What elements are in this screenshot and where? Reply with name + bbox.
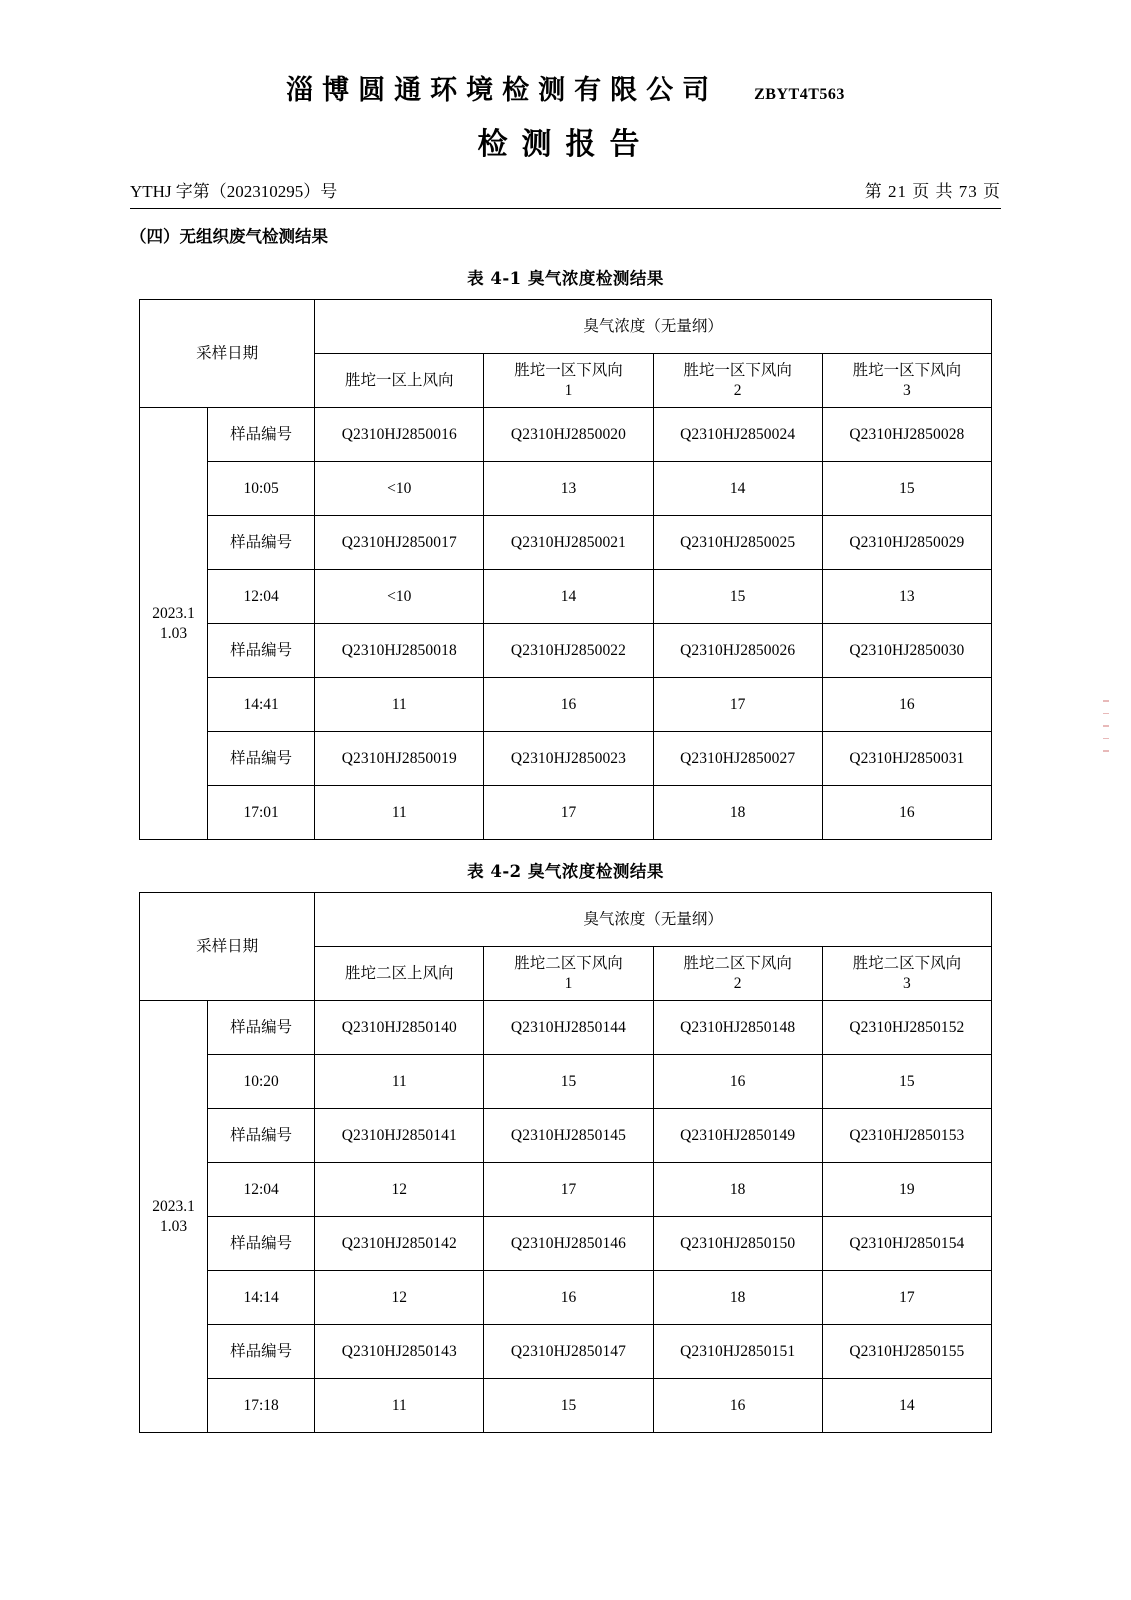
header-col-downwind-1: 胜坨一区下风向 1 xyxy=(484,354,653,408)
row-label: 17:18 xyxy=(208,1379,315,1433)
cell-value: 15 xyxy=(653,570,822,624)
header-col-downwind-1: 胜坨二区下风向 1 xyxy=(484,947,653,1001)
cell-value: 19 xyxy=(822,1163,991,1217)
row-label: 样品编号 xyxy=(208,1217,315,1271)
cell-value: Q2310HJ2850140 xyxy=(315,1001,484,1055)
cell-value: 11 xyxy=(315,786,484,840)
cell-value: 18 xyxy=(653,1271,822,1325)
cell-value: 16 xyxy=(484,1271,653,1325)
cell-value: 13 xyxy=(484,462,653,516)
cell-value: Q2310HJ2850145 xyxy=(484,1109,653,1163)
cell-value: Q2310HJ2850026 xyxy=(653,624,822,678)
cell-value: 11 xyxy=(315,678,484,732)
cell-value: Q2310HJ2850147 xyxy=(484,1325,653,1379)
cell-value: Q2310HJ2850017 xyxy=(315,516,484,570)
header-col-downwind-3: 胜坨一区下风向 3 xyxy=(822,354,991,408)
row-label: 样品编号 xyxy=(208,1109,315,1163)
table-row xyxy=(140,786,992,840)
header-col-downwind-3: 胜坨二区下风向 3 xyxy=(822,947,991,1001)
cell-value: Q2310HJ2850031 xyxy=(822,732,991,786)
table-row xyxy=(140,1379,992,1433)
row-label: 样品编号 xyxy=(208,1325,315,1379)
cell-value: Q2310HJ2850154 xyxy=(822,1217,991,1271)
cell-value: 17 xyxy=(484,786,653,840)
cell-value: Q2310HJ2850022 xyxy=(484,624,653,678)
header-col-downwind-2: 胜坨一区下风向 2 xyxy=(653,354,822,408)
cell-value: Q2310HJ2850028 xyxy=(822,408,991,462)
company-name: 淄博圆通环境检测有限公司 xyxy=(286,75,719,106)
cell-value: Q2310HJ2850021 xyxy=(484,516,653,570)
cell-value: 15 xyxy=(822,462,991,516)
header-col-downwind-2: 胜坨二区下风向 2 xyxy=(653,947,822,1001)
cell-value: 16 xyxy=(822,786,991,840)
sampling-date-value: 2023.1 1.03 xyxy=(140,408,208,840)
cell-value: 15 xyxy=(822,1055,991,1109)
cell-value: 14 xyxy=(484,570,653,624)
table-header-row xyxy=(140,893,992,947)
cell-value: Q2310HJ2850153 xyxy=(822,1109,991,1163)
cell-value: 16 xyxy=(653,1379,822,1433)
header-col-upwind: 胜坨二区上风向 xyxy=(315,947,484,1001)
row-label: 样品编号 xyxy=(208,624,315,678)
row-label: 14:41 xyxy=(208,678,315,732)
cell-value: Q2310HJ2850143 xyxy=(315,1325,484,1379)
odor-concentration-table-1 xyxy=(139,299,992,840)
row-label: 样品编号 xyxy=(208,516,315,570)
table-header-row xyxy=(140,300,992,354)
row-label: 12:04 xyxy=(208,1163,315,1217)
row-label: 17:01 xyxy=(208,786,315,840)
cell-value: 16 xyxy=(484,678,653,732)
document-header xyxy=(130,0,1001,209)
cell-value: Q2310HJ2850155 xyxy=(822,1325,991,1379)
cell-value: Q2310HJ2850152 xyxy=(822,1001,991,1055)
cell-value: Q2310HJ2850144 xyxy=(484,1001,653,1055)
report-number: YTHJ 字第（202310295）号 xyxy=(130,182,338,201)
cell-value: 11 xyxy=(315,1379,484,1433)
cell-value: 12 xyxy=(315,1163,484,1217)
table-row xyxy=(140,1001,992,1055)
cell-value: Q2310HJ2850020 xyxy=(484,408,653,462)
cell-value: Q2310HJ2850141 xyxy=(315,1109,484,1163)
report-meta-row xyxy=(130,177,1001,209)
table-row xyxy=(140,678,992,732)
cell-value: <10 xyxy=(315,570,484,624)
cell-value: 13 xyxy=(822,570,991,624)
page-title: 检测报告 xyxy=(477,127,654,162)
cell-value: Q2310HJ2850148 xyxy=(653,1001,822,1055)
cell-value: Q2310HJ2850023 xyxy=(484,732,653,786)
table-row xyxy=(140,1325,992,1379)
cell-value: 16 xyxy=(653,1055,822,1109)
cell-value: Q2310HJ2850029 xyxy=(822,516,991,570)
cell-value: 12 xyxy=(315,1271,484,1325)
cell-value: 17 xyxy=(653,678,822,732)
company-line xyxy=(130,68,1001,107)
cell-value: Q2310HJ2850018 xyxy=(315,624,484,678)
header-col-upwind: 胜坨一区上风向 xyxy=(315,354,484,408)
cell-value: Q2310HJ2850149 xyxy=(653,1109,822,1163)
cell-value: Q2310HJ2850030 xyxy=(822,624,991,678)
header-sampling-date: 采样日期 xyxy=(140,893,315,1001)
table-row xyxy=(140,1271,992,1325)
table-caption-1: 表 4-1 臭气浓度检测结果 xyxy=(467,269,664,288)
cell-value: 17 xyxy=(822,1271,991,1325)
row-label: 10:05 xyxy=(208,462,315,516)
cell-value: Q2310HJ2850016 xyxy=(315,408,484,462)
table-row xyxy=(140,408,992,462)
cell-value: 15 xyxy=(484,1379,653,1433)
table-row xyxy=(140,1109,992,1163)
margin-marks xyxy=(1103,700,1109,763)
cell-value: 18 xyxy=(653,1163,822,1217)
cell-value: 16 xyxy=(822,678,991,732)
cell-value: 15 xyxy=(484,1055,653,1109)
cell-value: Q2310HJ2850027 xyxy=(653,732,822,786)
table-row xyxy=(140,624,992,678)
table-row xyxy=(140,516,992,570)
row-label: 14:14 xyxy=(208,1271,315,1325)
sampling-date-value: 2023.1 1.03 xyxy=(140,1001,208,1433)
cell-value: Q2310HJ2850024 xyxy=(653,408,822,462)
table-row xyxy=(140,1055,992,1109)
table-row xyxy=(140,570,992,624)
cell-value: <10 xyxy=(315,462,484,516)
cell-value: 18 xyxy=(653,786,822,840)
cell-value: Q2310HJ2850142 xyxy=(315,1217,484,1271)
section-heading: （四）无组织废气检测结果 xyxy=(130,227,328,246)
header-odor-concentration: 臭气浓度（无量纲） xyxy=(315,300,992,354)
header-odor-concentration: 臭气浓度（无量纲） xyxy=(315,893,992,947)
cell-value: Q2310HJ2850025 xyxy=(653,516,822,570)
cell-value: 11 xyxy=(315,1055,484,1109)
table-row xyxy=(140,462,992,516)
cell-value: Q2310HJ2850019 xyxy=(315,732,484,786)
table-row xyxy=(140,1163,992,1217)
cell-value: Q2310HJ2850151 xyxy=(653,1325,822,1379)
cell-value: Q2310HJ2850150 xyxy=(653,1217,822,1271)
row-label: 10:20 xyxy=(208,1055,315,1109)
row-label: 12:04 xyxy=(208,570,315,624)
table-row xyxy=(140,1217,992,1271)
row-label: 样品编号 xyxy=(208,732,315,786)
document-code: ZBYT4T563 xyxy=(754,86,845,103)
table-caption-2: 表 4-2 臭气浓度检测结果 xyxy=(467,862,664,881)
cell-value: 17 xyxy=(484,1163,653,1217)
page-number: 第 21 页 共 73 页 xyxy=(864,182,1001,201)
cell-value: Q2310HJ2850146 xyxy=(484,1217,653,1271)
cell-value: 14 xyxy=(653,462,822,516)
table-row xyxy=(140,732,992,786)
row-label: 样品编号 xyxy=(208,408,315,462)
cell-value: 14 xyxy=(822,1379,991,1433)
header-sampling-date: 采样日期 xyxy=(140,300,315,408)
row-label: 样品编号 xyxy=(208,1001,315,1055)
odor-concentration-table-2 xyxy=(139,892,992,1433)
